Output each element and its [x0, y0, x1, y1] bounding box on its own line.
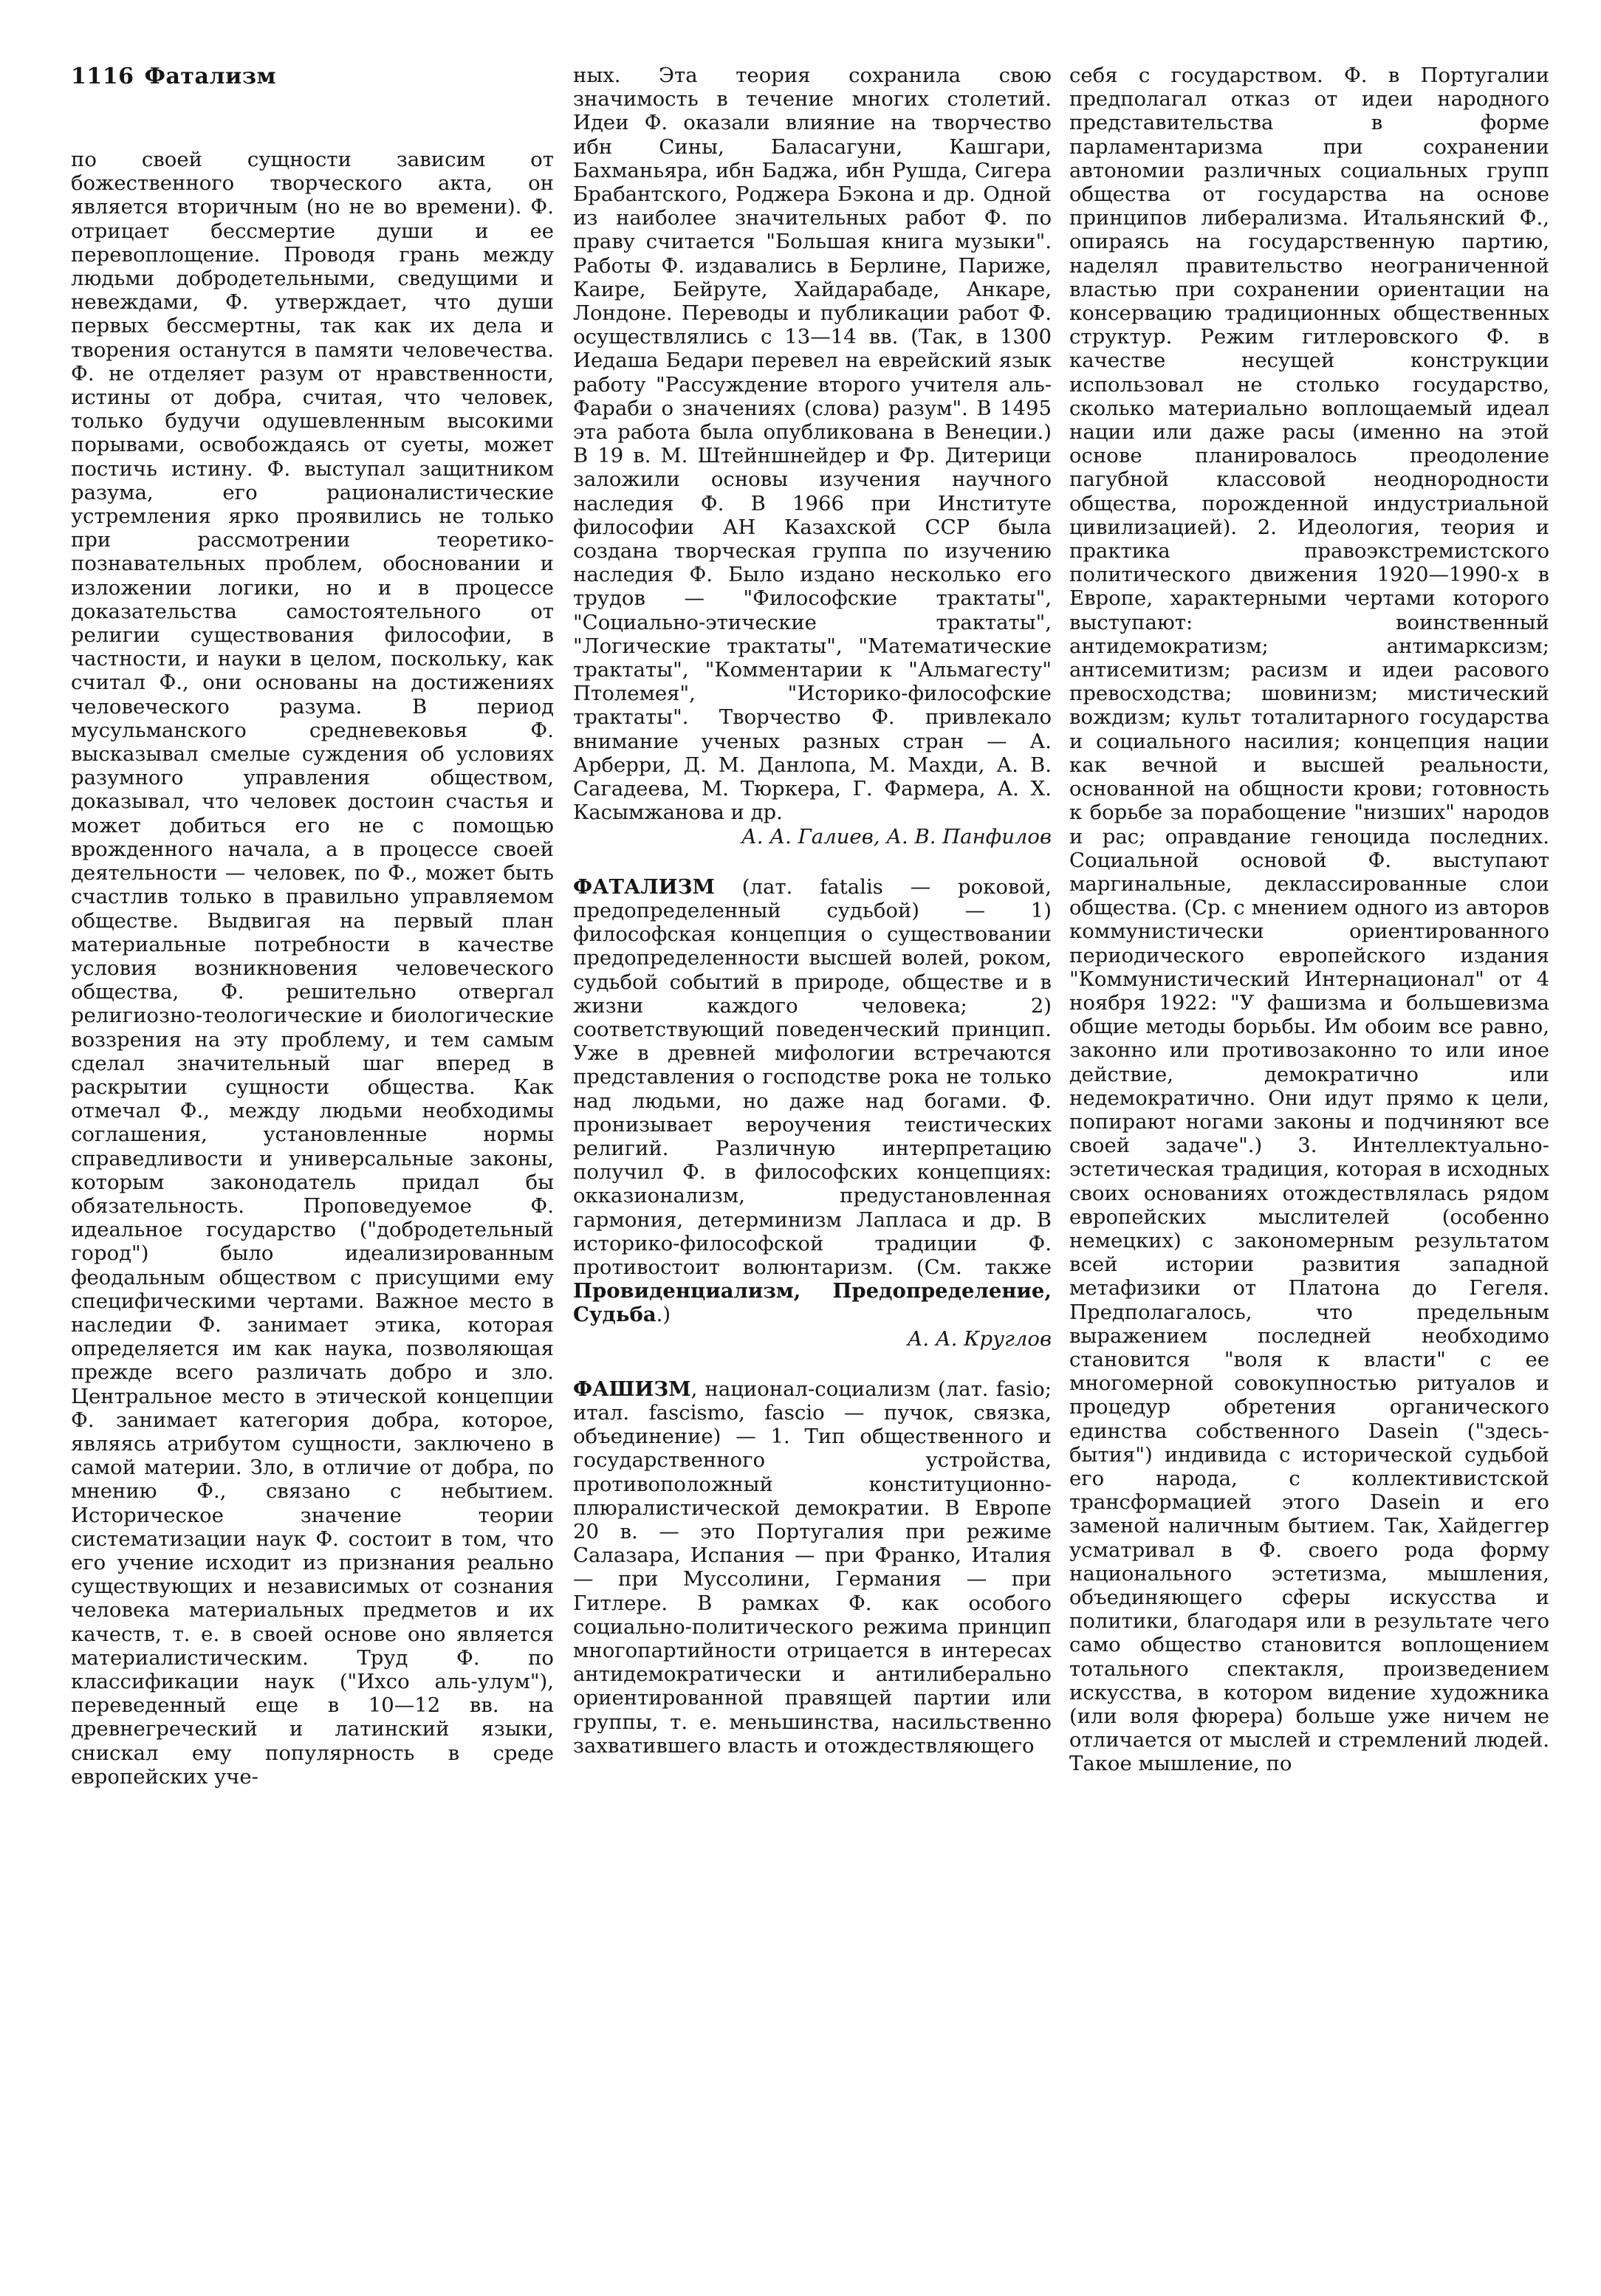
entry-fatalism-close: .): [656, 1303, 671, 1327]
entry-fatalism-headword: ФАТАЛИЗМ: [573, 874, 715, 899]
fatalism-author: А. А. Круглов: [907, 1326, 1052, 1351]
farabi-text-part1: по своей сущности зависим от божественного творческого акта, он является вторичным (но не во времени). Ф. отрицает бессмертие души и ее перевоплощение. Проводя грань между людьми добродетельными, сведущими и невеждами, Ф. утверждает, что души первых бессмертны, так как их дела и творения останутся в памяти человечества. Ф. не отделяет разум от нравственности, истины от добра, считая, что человек, только будучи одушевленным высокими порывами, освобождаясь от суеты, может постичь истину. Ф. выступал защитником разума, его рационалистические устремления ярко проявились не только при рассмотрении теоретико-познавательных проблем, обосновании и изложении логики, но и в процессе доказательства самостоятельного от религии существования философии, в частности, и науки в целом, поскольку, как считал Ф., они основаны на достижениях человеческого разума. В период мусульманского средневековья Ф. высказывал смелые суждения об условиях разумного управления обществом, доказывал, что человек достоин счастья и может добиться его не с помощью врожденного начала, а в процессе своей деятельности — человек, по Ф., может быть счастлив только в правильно управляемом обществе. Выдвигая на первый план материальные потребности в качестве условия возникновения человеческого общества, Ф. решительно отвергал религиозно-теологические и биологические воззрения на эту проблему, и тем самым сделал значительный шаг вперед в раскрытии сущности общества. Как отмечал Ф., между людьми необходимы соглашения, установленные нормы справедливости и универсальные законы, которым законодатель придал бы обязательность. Проповедуемое Ф. идеальное государство ("добродетельный город") было идеализированным феодальным обществом с присущими ему специфическими чертами. Важное место в наследии Ф. занимает этика, которая определяется им как наука, позволяющая прежде всего различать добро и зло. Центральное место в этической концепции Ф. занимает категория добра, которое, являясь атрибутом сущности, заключено в самой материи. Зло, в отличие от добра, по мнению Ф., связано с небытием. Историческое значение теории систематизации наук Ф. состоит в том, что его учение исходит из признания реально существующих и независимых от сознания человека материальных предметов и их качеств, т. е. в своей основе оно является материалистическим. Труд Ф. по классификации наук ("Ихсо аль-улум"), переведенный еще в 10—12 вв. на древнегреческий и латинский языки, снискал ему популярность в среде европейских уче-: [71, 148, 554, 1789]
running-title: Фатализм: [144, 64, 277, 89]
running-header: [71, 64, 276, 89]
farabi-authors: А. А. Галиев, А. В. Панфилов: [741, 824, 1052, 849]
entry-fascism: [573, 1377, 1052, 1758]
farabi-text-part2: ных. Эта теория сохранила свою значимость в течение многих столетий. Идеи Ф. оказали влияние на творчество ибн Сины, Баласагуни, Кашгари, Бахманьяра, ибн Баджа, ибн Рушда, Сигера Брабантского, Роджера Бэкона и др. Одной из наиболее значительных работ Ф. по праву считается "Большая книга музыки". Работы Ф. издавались в Берлине, Париже, Каире, Бейруте, Хайдарабаде, Анкаре, Лондоне. Переводы и публикации работ Ф. осуществлялись с 13—14 вв. (Так, в 1300 Иедаша Бедари перевел на еврейский язык работу "Рассуждение второго учителя аль-Фараби о значениях (слова) разум". В 1495 эта работа была опубликована в Венеции.) В 19 в. М. Штейншнейдер и Фр. Дитерици заложили основы изучения научного наследия Ф. В 1966 при Институте философии АН Казахской ССР была создана творческая группа по изучению наследия Ф. Было издано несколько его трудов — "Философские трактаты", "Социально-этические трактаты", "Логические трактаты", "Математические трактаты", "Комментарии к "Альмагесту" Птолемея", "Историко-философские трактаты". Творчество Ф. привлекало внимание ученых разных стран — А. Арберри, Д. М. Данлопа, М. Махди, А. В. Сагадеева, М. Тюркера, Г. Фармера, А. Х. Касымжанова и др.: [573, 64, 1052, 825]
fascism-text-continued: себя с государством. Ф. в Португалии предполагал отказ от идеи народного представительства в форме парламентаризма при сохранении автономии различных социальных групп общества от государства на основе принципов либерализма. Итальянский Ф., опираясь на государственную партию, наделял правительство неограниченной властью при сохранении ориентации на консервацию традиционных общественных структур. Режим гитлеровского Ф. в качестве несущей конструкции использовал не столько государство, сколько материально воплощаемый идеал нации или даже расы (именно на этой основе планировалось преодоление пагубной классовой неоднородности общества, порожденной индустриальной цивилизацией). 2. Идеология, теория и практика правоэкстремистского политического движения 1920—1990-х в Европе, характерными чертами которого выступают: воинственный антидемократизм; антимарксизм; антисемитизм; расизм и идеи расового превосходства; шовинизм; мистический вождизм; культ тоталитарного государства и социального насилия; концепция нации как вечной и высшей реальности, основанной на общности крови; готовность к борьбе за порабощение "низших" народов и рас; оправдание геноцида последних. Социальной основой Ф. выступают маргинальные, деклассированные слои общества. (Ср. с мнением одного из авторов коммунистически ориентированного периодического европейского издания "Коммунистический Интернационал" от 4 ноября 1922: "У фашизма и большевизма общие методы борьбы. Им обоим все равно, законно или противозаконно то или иное действие, демократично или недемократично. Они идут прямо к цели, попирают ногами законы и подчиняют все своей задаче".) 3. Интеллектуально-эстетическая традиция, которая в исходных своих основаниях отождествлялась рядом европейских мыслителей (особенно немецких) с закономерным результатом всей истории развития западной метафизики от Платона до Гегеля. Предполагалось, что предельным выражением последней необходимо становится "воля к власти" с ее многомерной совокупностью ритуалов и процедур обретения органического единства собственного Dasein ("здесь-бытия") индивида с исторической судьбой его народа, с коллективистской трансформацией этого Dasein и его заменой наличным бытием. Так, Хайдеггер усматривал в Ф. своего рода форму национального эстетизма, мышления, объединяющего сферы искусства и политики, благодаря или в результате чего само общество становится воплощением тотального спектакля, произведением искусства, в котором видение художника (или воля фюрера) больше уже ничем не отличается от мыслей и стремлений людей. Такое мышление, по: [1069, 64, 1549, 1776]
column-2: [573, 64, 1052, 2205]
page-number: 1116: [71, 64, 134, 89]
entry-fascism-headword: ФАШИЗМ: [573, 1377, 691, 1401]
entry-fascism-text: , национал-социализм (лат. fasio; итал. fascismo, fascio — пучок, связка, объединение) — 1. Тип общественного и государственного устройства, противоположный конституционно-плюралистической демократии. В Европе 20 в. — это Португалия при режиме Салазара, Испания — при Франко, Италия — при Муссолини, Германия — при Гитлере. В рамках Ф. как особого социально-политического режима принцип многопартийности отрицается в интересах антидемократически и антилиберально ориентированной правящей партии или группы, т. е. меньшинства, насильственно захватившего власть и отождествляющего: [573, 1377, 1052, 1758]
entry-fatalism-crossrefs: Провиденциализм, Предопределение, Судьба: [573, 1279, 1052, 1327]
entry-fatalism: [573, 875, 1052, 1327]
column-3: [1069, 64, 1549, 2205]
column-1: [71, 148, 554, 2289]
entry-fatalism-text: (лат. fatalis — роковой, предопределенный судьбой) — 1) философская концепция о существовании предопределенности высшей волей, роком, судьбой событий в природе, обществе и в жизни каждого человека; 2) соответствующий поведенческий принцип. Уже в древней мифологии встречаются представления о господстве рока не только над людьми, но даже над богами. Ф. пронизывает вероучения теистических религий. Различную интерпретацию получил Ф. в философских концепциях: окказионализм, предустановленная гармония, детерминизм Лапласа и др. В историко-философской традиции Ф. противостоит волюнтаризм. (См. также: [573, 874, 1052, 1279]
